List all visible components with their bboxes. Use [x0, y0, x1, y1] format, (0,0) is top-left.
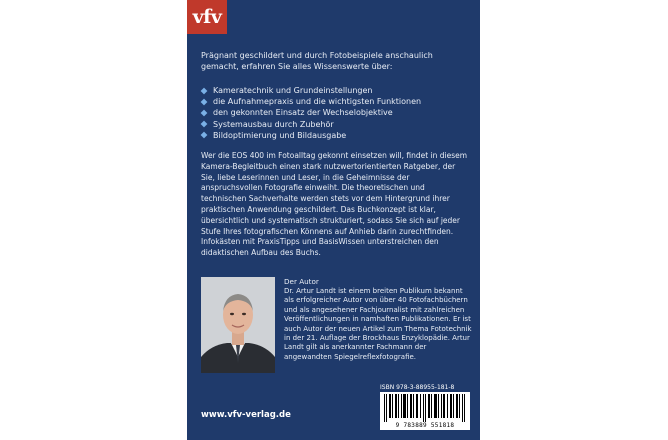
list-item: Systemausbau durch Zubehör [201, 119, 469, 130]
list-item: Kameratechnik und Grundeinstellungen [201, 85, 469, 96]
book-back-cover [187, 0, 480, 440]
bullet-icon [201, 87, 208, 94]
author-caption: Der Autor [284, 277, 319, 286]
bullet-icon [201, 98, 208, 105]
isbn-text: ISBN 978-3-88955-181-8 [380, 384, 455, 391]
intro-paragraph: Prägnant geschildert und durch Fotobeispiele anschaulich gemacht, erfahren Sie alles Wissenswerte über: [201, 51, 433, 71]
topic-list [201, 85, 469, 141]
bullet-icon [201, 121, 208, 128]
publisher-logo [187, 0, 227, 34]
list-item: die Aufnahmepraxis und die wichtigsten Funktionen [201, 96, 469, 107]
publisher-website[interactable]: www.vfv-verlag.de [201, 410, 291, 420]
description-paragraph: Wer die EOS 400 im Fotoalltag gekonnt einsetzen will, findet in diesem Kamera-Begleitbuch einen stark nutzwertorientierten Ratgeber, der Sie, liebe Leserinnen und Leser, in die Geheimnisse der anspruchsvollen Fotografie einweiht. Die theoretischen und technischen Sachverhalte werden stets vor dem Hintergrund ihrer praktischen Anwendung geschildert. Das Buchkonzept ist klar, übersichtlich und systematisch strukturiert, sodass Sie sich auf jeder Stufe Ihres fotografischen Könnens auf Anhieb darin zurechtfinden. Infokästen mit PraxisTipps und BasisWissen unterstreichen den didaktischen Aufbau des Buchs. [201, 151, 468, 258]
barcode [380, 392, 470, 430]
author-photo [201, 277, 275, 373]
author-bio: Dr. Artur Landt ist einem breiten Publikum bekannt als erfolgreicher Autor von über 40 Fotofachbüchern und als angesehener Fachjournalist mit zahlreichen Veröffentlichungen in namhaften Publikationen. Er ist auch Autor der neuen Artikel zum Thema Fototechnik in der 21. Auflage der Brockhaus Enzyklopädie. Artur Landt gilt als anerkannter Fachmann der angewandten Spiegelreflexfotografie. [284, 287, 472, 361]
bullet-icon [201, 110, 208, 117]
publisher-logo-text: vfv [192, 6, 222, 28]
barcode-number: 9 783889 551818 [395, 422, 455, 429]
bullet-icon [201, 132, 208, 139]
list-item: den gekonnten Einsatz der Wechselobjektive [201, 107, 469, 118]
list-item: Bildoptimierung und Bildausgabe [201, 130, 469, 141]
